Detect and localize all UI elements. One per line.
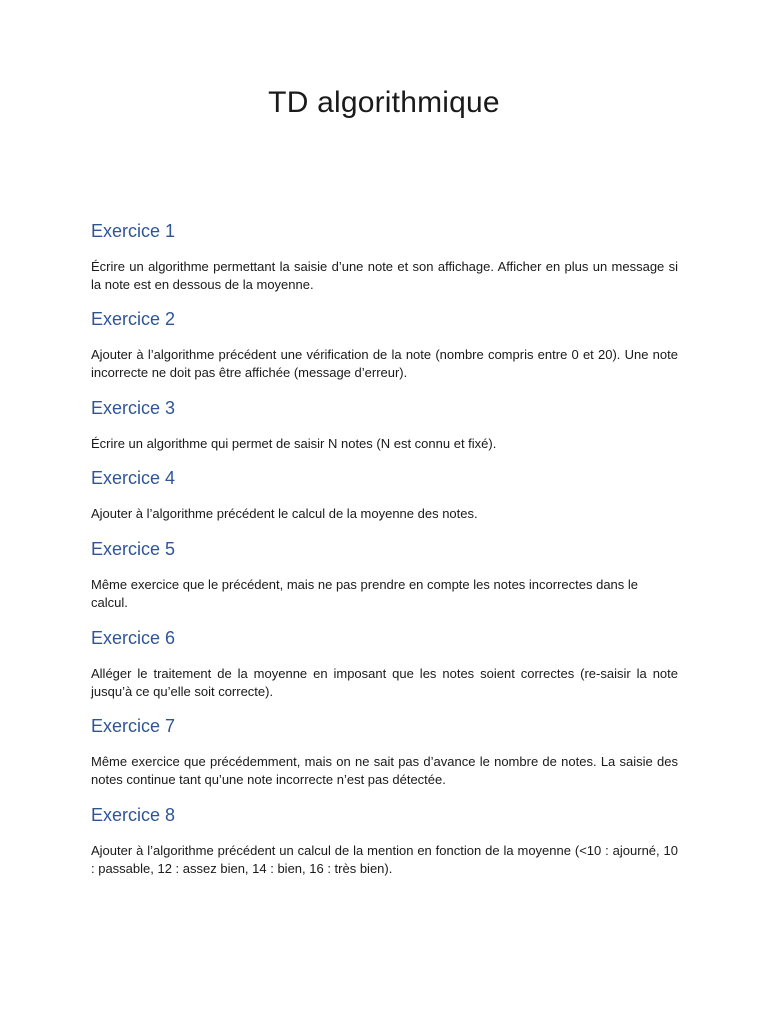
document-title: TD algorithmique — [268, 86, 500, 119]
exercise-heading-2: Exercice 2 — [91, 309, 176, 329]
exercise-heading-7: Exercice 7 — [91, 716, 176, 736]
exercise-text-2: Ajouter à l’algorithme précédent une vérification de la note (nombre compris entre 0 et 20). Une note incorrecte ne doit pas être affichée (message d’erreur). — [91, 347, 678, 380]
exercise-text-8: Ajouter à l’algorithme précédent un calcul de la mention en fonction de la moyenne (<10 : ajourné, 10 : passable, 12 : assez bien, 14 : bien, 16 : très bien). — [91, 843, 678, 876]
exercise-text-7: Même exercice que précédemment, mais on ne sait pas d’avance le nombre de notes. La saisie des notes continue tant qu’une note incorrecte n’est pas détectée. — [91, 754, 678, 787]
exercise-text-1: Écrire un algorithme permettant la saisie d’une note et son affichage. Afficher en plus un message si la note est en dessous de la moyenne. — [91, 259, 678, 292]
exercise-text-5: Même exercice que le précédent, mais ne pas prendre en compte les notes incorrectes dans le calcul. — [91, 577, 639, 610]
exercise-heading-1: Exercice 1 — [91, 221, 176, 241]
exercise-text-4: Ajouter à l’algorithme précédent le calcul de la moyenne des notes. — [91, 506, 478, 521]
exercise-heading-5: Exercice 5 — [91, 539, 176, 559]
exercise-text-3: Écrire un algorithme qui permet de saisir N notes (N est connu et fixé). — [91, 436, 497, 451]
exercise-text-6: Alléger le traitement de la moyenne en imposant que les notes soient correctes (re-saisir la note jusqu’à ce qu’elle soit correcte). — [91, 666, 678, 699]
exercise-heading-3: Exercice 3 — [91, 398, 176, 418]
exercise-heading-4: Exercice 4 — [91, 468, 176, 488]
exercise-heading-6: Exercice 6 — [91, 628, 176, 648]
exercise-heading-8: Exercice 8 — [91, 805, 176, 825]
